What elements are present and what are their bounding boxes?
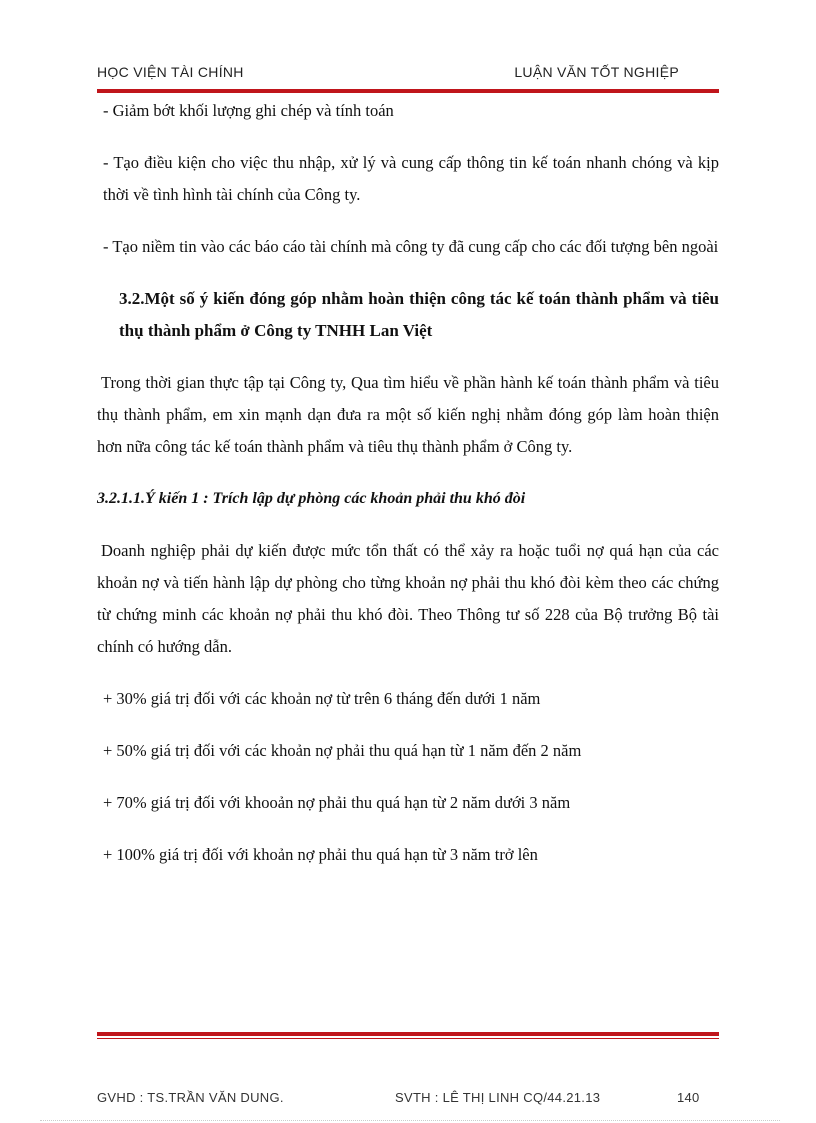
footer-supervisor: GVHD : TS.TRẦN VĂN DUNG. (97, 1090, 284, 1105)
body-paragraph: Doanh nghiệp phải dự kiến được mức tổn thất có thể xảy ra hoặc tuổi nợ quá hạn của các khoản nợ và tiến hành lập dự phòng cho từng khoản nợ phải thu khó đòi kèm theo các chứng từ chứng minh các khoản nợ phải thu khó đòi. Theo Thông tư số 228 của Bộ trưởng Bộ tài chính có hướng dẫn. (97, 541, 719, 656)
footer-rule (97, 1030, 719, 1039)
header-rule (97, 87, 719, 93)
footer-student: SVTH : LÊ THỊ LINH CQ/44.21.13 (395, 1090, 601, 1105)
page-number: 140 (677, 1090, 700, 1105)
subsection-heading: 3.2.1.1.Ý kiến 1 : Trích lập dự phòng các khoản phải thu khó đòi (97, 490, 526, 507)
rate-item: + 50% giá trị đối với các khoản nợ phải thu quá hạn từ 1 năm đến 2 năm (103, 741, 582, 760)
bullet-item: - Giảm bớt khối lượng ghi chép và tính toán (103, 101, 394, 120)
section-heading: 3.2.Một số ý kiến đóng góp nhằm hoàn thiện công tác kế toán thành phẩm và tiêu thụ thành phẩm ở Công ty TNHH Lan Việt (119, 289, 719, 340)
page-header (97, 62, 719, 84)
page-bottom-dotted-line (40, 1120, 780, 1121)
header-institution: HỌC VIỆN TÀI CHÍNH (97, 64, 244, 80)
page-content (97, 95, 719, 871)
bullet-item: - Tạo niềm tin vào các báo cáo tài chính mà công ty đã cung cấp cho các đối tượng bên ngoài (103, 237, 719, 256)
header-document-type: LUẬN VĂN TỐT NGHIỆP (514, 64, 679, 80)
rate-item: + 100% giá trị đối với khoản nợ phải thu quá hạn từ 3 năm trở lên (103, 845, 538, 864)
rate-item: + 70% giá trị đối với khooản nợ phải thu quá hạn từ 2 năm dưới 3 năm (103, 793, 571, 812)
bullet-item: - Tạo điều kiện cho việc thu nhập, xử lý và cung cấp thông tin kế toán nhanh chóng và kịp thời về tình hình tài chính của Công ty. (103, 153, 719, 204)
page-footer (97, 1090, 719, 1112)
rate-item: + 30% giá trị đối với các khoản nợ từ trên 6 tháng đến dưới 1 năm (103, 689, 541, 708)
intro-paragraph: Trong thời gian thực tập tại Công ty, Qua tìm hiểu về phần hành kế toán thành phẩm và tiêu thụ thành phẩm, em xin mạnh dạn đưa ra một số kiến nghị nhằm đóng góp làm hoàn thiện hơn nữa công tác kế toán thành phẩm và tiêu thụ thành phẩm ở Công ty. (97, 373, 719, 456)
